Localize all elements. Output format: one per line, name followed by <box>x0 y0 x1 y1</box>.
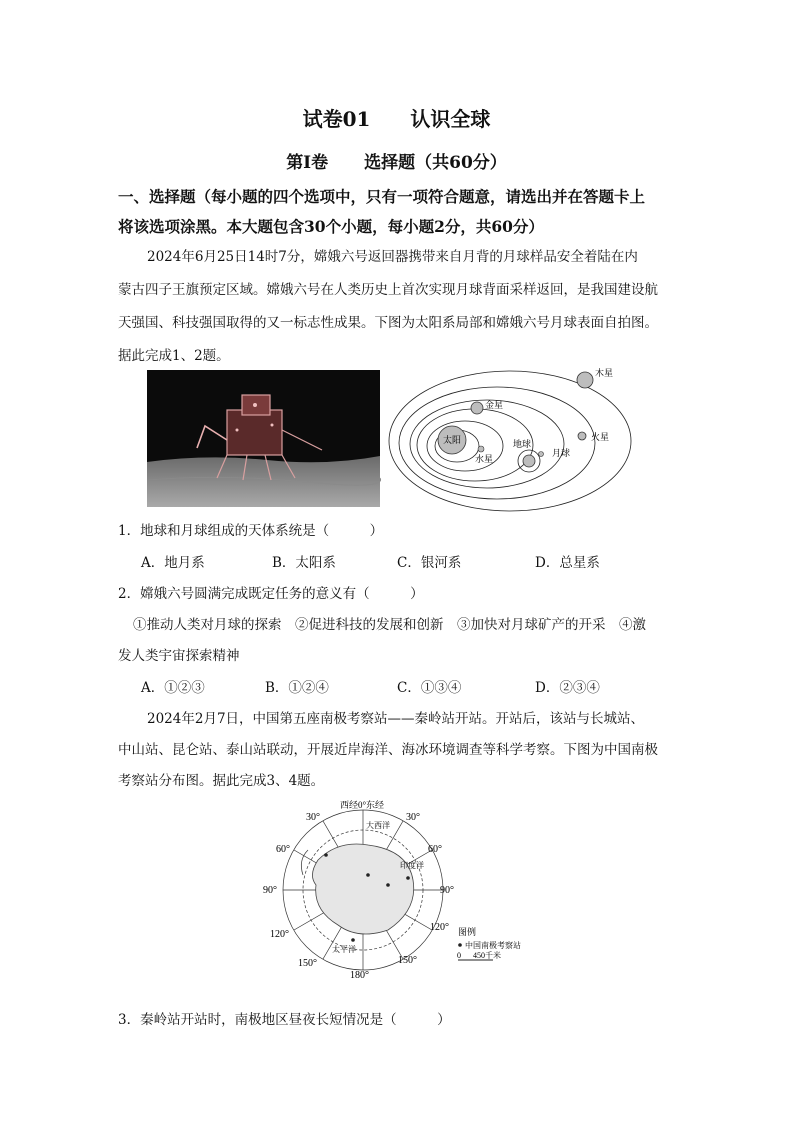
deg-150-right: 150° <box>398 955 417 966</box>
deg-150-left: 150° <box>298 958 317 969</box>
title-left: 试卷01 <box>302 107 371 131</box>
deg-30-left: 30° <box>306 812 320 823</box>
deg-60-right: 60° <box>428 844 442 855</box>
q1-option-a[interactable]: A．地月系 <box>141 555 205 571</box>
passage1-line: 蒙古四子王旗预定区域。嫦娥六号在人类历史上首次实现月球背面采样返回，是我国建设航 <box>118 282 658 298</box>
station-marker <box>324 853 328 857</box>
legend-station-icon <box>458 943 462 947</box>
venus-icon <box>471 402 483 414</box>
antarctic-stations-map <box>263 800 528 981</box>
mercury-label: 水星 <box>475 454 494 464</box>
title-right: 认识全球 <box>410 107 491 131</box>
q1-option-b[interactable]: B．太阳系 <box>272 555 336 571</box>
station-marker <box>351 938 355 942</box>
deg-120-left: 120° <box>270 929 289 940</box>
legend-title: 图例 <box>458 927 477 937</box>
deg-60-left: 60° <box>276 844 290 855</box>
q2-items-line2: 发人类宇宙探索精神 <box>118 648 240 664</box>
mercury-icon <box>478 446 484 452</box>
passage2-line: 中山站、昆仑站、泰山站联动，开展近岸海洋、海冰环境调查等科学考察。下图为中国南极 <box>118 742 658 758</box>
q1-option-c[interactable]: C．银河系 <box>397 555 462 571</box>
earth-icon <box>523 455 535 467</box>
deg-180: 180° <box>350 970 369 981</box>
jupiter-icon <box>577 372 593 388</box>
moon-icon <box>539 452 544 457</box>
legend-station: 中国南极考察站 <box>465 941 521 950</box>
indian-label: 印度洋 <box>400 861 424 870</box>
page-subtitle <box>0 148 793 173</box>
sun-label: 太阳 <box>443 435 462 445</box>
deg-120-right: 120° <box>430 922 449 933</box>
jupiter-label: 木星 <box>595 368 614 378</box>
q2-stem: 2．嫦娥六号圆满完成既定任务的意义有（ ） <box>118 586 424 602</box>
moon-label: 月球 <box>552 448 571 458</box>
q1-option-d[interactable]: D．总星系 <box>535 555 600 571</box>
passage2-line: 2024年2月7日，中国第五座南极考察站——秦岭站开站。开站后，该站与长城站、 <box>147 711 645 727</box>
q1-stem: 1．地球和月球组成的天体系统是（ ） <box>118 523 384 539</box>
section-heading-line2: 将该选项涂黑。本大题包含30个小题，每小题2分，共60分） <box>118 217 544 236</box>
subtitle-left: 第Ⅰ卷 <box>286 153 329 173</box>
passage1-line: 天强国、科技强国取得的又一标志性成果。下图为太阳系局部和嫦娥六号月球表面自拍图。 <box>118 315 658 331</box>
q2-option-a[interactable]: A．①②③ <box>141 680 205 696</box>
section-heading-line1: 一、选择题（每小题的四个选项中，只有一项符合题意，请选出并在答题卡上 <box>118 187 646 206</box>
q2-items-line1: ①推动人类对月球的探索 ②促进科技的发展和创新 ③加快对月球矿产的开采 ④激 <box>133 617 646 633</box>
passage1-line: 2024年6月25日14时7分，嫦娥六号返回器携带来自月背的月球样品安全着陆在内 <box>147 249 638 265</box>
deg-0e: 东经 <box>366 800 385 810</box>
deg-0w: 西经0° <box>340 800 367 810</box>
station-marker <box>406 876 410 880</box>
deg-90-right: 90° <box>440 885 454 896</box>
earth-label: 地球 <box>513 439 532 449</box>
mars-label: 火星 <box>591 432 610 442</box>
q2-option-c[interactable]: C．①③④ <box>397 680 462 696</box>
legend-scale-zero: 0 <box>457 951 461 960</box>
lander-selfie-photo <box>147 370 380 507</box>
solar-system-diagram <box>387 366 633 512</box>
pacific-label: 太平洋 <box>332 945 356 954</box>
q2-option-b[interactable]: B．①②④ <box>265 680 329 696</box>
atlantic-label: 大西洋 <box>366 821 390 830</box>
legend-scale: 450千米 <box>473 951 501 960</box>
mars-icon <box>578 432 586 440</box>
page-title <box>0 103 793 132</box>
deg-30-right: 30° <box>406 812 420 823</box>
passage2-line: 考察站分布图。据此完成3、4题。 <box>118 773 325 789</box>
station-marker <box>386 883 390 887</box>
deg-90-left: 90° <box>263 885 277 896</box>
passage1-line: 据此完成1、2题。 <box>118 348 230 364</box>
subtitle-right: 选择题（共60分） <box>364 153 507 173</box>
q3-stem: 3．秦岭站开站时，南极地区昼夜长短情况是（ ） <box>118 1012 451 1028</box>
station-marker <box>366 873 370 877</box>
venus-label: 金星 <box>485 400 504 410</box>
q2-option-d[interactable]: D．②③④ <box>535 680 600 696</box>
